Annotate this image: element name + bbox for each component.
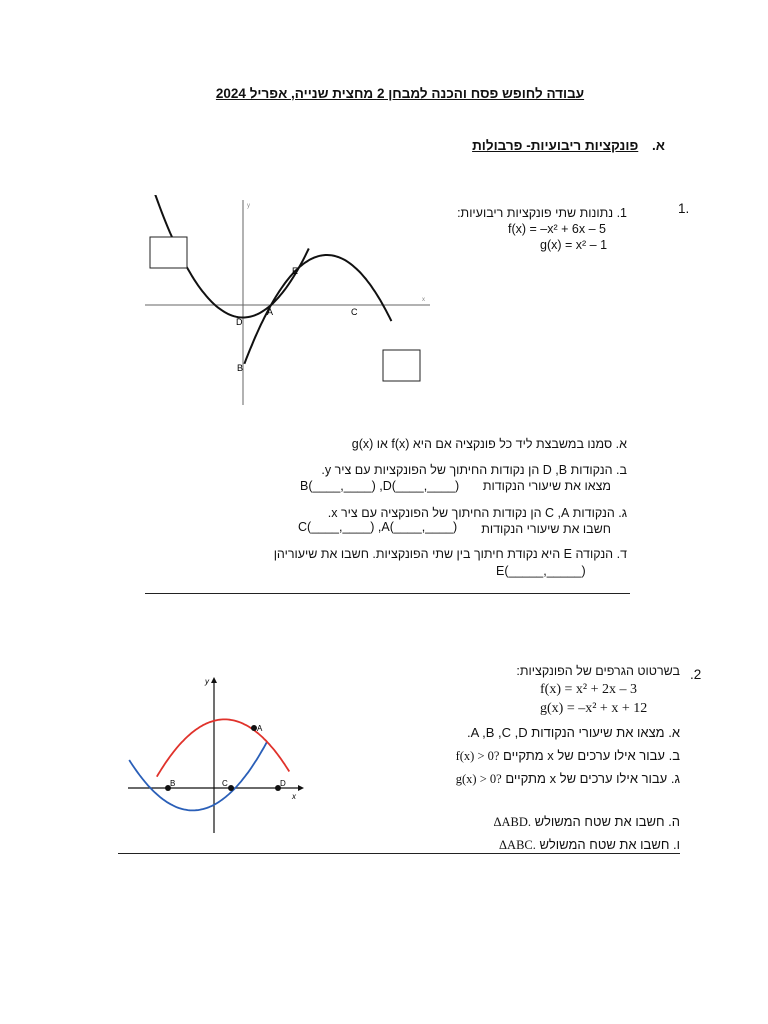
q2-y-axis-arrow	[211, 677, 217, 683]
q1-item-d-label: ד.	[616, 547, 627, 561]
q2-item-c-text: עבור אילו ערכים של x מתקיים	[505, 771, 668, 786]
q1-point-E-label: E	[292, 266, 299, 276]
section-title: פונקציות ריבועיות- פרבולות	[472, 138, 639, 153]
q1-x-axis-label: x	[422, 297, 425, 303]
q1-graph	[140, 195, 440, 410]
section-heading	[420, 138, 665, 153]
q2-point-B-label: B	[170, 779, 176, 788]
q1-intro-text: נתונות שתי פונקציות ריבועיות:	[457, 206, 614, 220]
q1-item-a	[352, 437, 627, 451]
q1-item-a-label: א.	[615, 437, 627, 451]
q1-outer-number: 1.	[678, 201, 690, 216]
q1-answer-box-left[interactable]	[150, 237, 187, 268]
q1-number: 1.	[616, 206, 627, 220]
q1-item-d-text: הנקודה E היא נקודת חיתוך בין שתי הפונקציות. חשבו את שיעוריהן	[273, 547, 614, 561]
q2-point-A-label: A	[257, 724, 263, 733]
q1-item-b-answer[interactable]: B(____,____) ,D(____,____)	[300, 479, 460, 493]
q2-item-e	[493, 814, 680, 830]
q2-item-f	[499, 837, 680, 853]
q2-item-a-text: מצאו את שיעורי הנקודות A ,B ,C ,D.	[466, 725, 665, 740]
q2-item-e-label: ה.	[668, 814, 680, 829]
q1-point-A-label: A	[267, 307, 274, 317]
q1-item-d	[274, 547, 627, 561]
q2-item-b-text: עבור אילו ערכים של x מתקיים	[503, 748, 665, 763]
q1-item-c	[328, 506, 627, 520]
q2-item-b	[456, 748, 680, 764]
q2-point-C	[228, 785, 234, 791]
q2-item-e-text: חשבו את שטח המשולש	[534, 814, 665, 829]
q1-point-D-label: D	[236, 317, 243, 327]
q1-intro	[457, 206, 627, 220]
q2-y-axis-label: y	[205, 677, 209, 686]
q2-x-axis-label: x	[292, 792, 296, 801]
q2-point-D-label: D	[280, 779, 286, 788]
q2-item-e-math: ΔABD.	[493, 815, 532, 829]
q2-divider	[118, 853, 680, 854]
q1-item-c-line2: חשבו את שיעורי הנקודות	[481, 522, 611, 536]
q1-y-axis-label: y	[247, 203, 250, 209]
q2-item-f-text: חשבו את שטח המשולש	[539, 837, 670, 852]
q1-point-B-label: B	[237, 363, 244, 373]
q2-point-C-label: C	[222, 779, 228, 788]
q1-item-c-label: ג.	[618, 506, 627, 520]
q2-item-b-math: f(x) > 0?	[455, 749, 500, 763]
q1-answer-box-right[interactable]	[383, 350, 420, 381]
q2-x-axis-arrow	[298, 785, 304, 791]
q1-divider	[145, 593, 630, 594]
q1-g-formula: g(x) = x² – 1	[540, 238, 608, 252]
q1-item-b-line2: מצאו את שיעורי הנקודות	[482, 479, 611, 493]
q1-point-C-label: C	[351, 307, 358, 317]
q2-item-f-label: ו.	[673, 837, 680, 852]
q2-g-parabola	[157, 719, 289, 776]
q1-item-d-answer[interactable]: E(_____,_____)	[496, 564, 586, 578]
q2-f-formula: f(x) = x² + 2x – 3	[540, 682, 637, 697]
q2-item-a-label: א.	[668, 725, 680, 740]
q1-f-formula: f(x) = –x² + 6x – 5	[508, 222, 606, 236]
q2-item-c	[456, 771, 680, 787]
page-title: עבודה לחופש פסח והכנה למבחן 2 מחצית שנייה, אפריל 2024	[215, 86, 585, 101]
q2-g-formula: g(x) = –x² + x + 12	[540, 701, 648, 716]
q1-item-b-text: הנקודות D ,B הן נקודות החיתוך של הפונקציות עם ציר y.	[321, 463, 613, 477]
q1-item-a-text: סמנו במשבצת ליד כל פונקציה אם היא f(x) או g(x)	[351, 437, 613, 451]
q2-intro: בשרטוט הגרפים של הפונקציות:	[516, 664, 680, 678]
q2-item-f-math: ΔABC.	[499, 838, 536, 852]
q2-item-c-math: g(x) > 0?	[455, 772, 502, 786]
q2-item-a	[467, 725, 680, 740]
section-label: א.	[652, 138, 665, 153]
q1-item-c-text: הנקודות C ,A הן נקודות החיתוך של הפונקציה עם ציר x.	[327, 506, 615, 520]
q2-f-parabola	[129, 742, 267, 811]
q1-item-b-label: ב.	[616, 463, 627, 477]
q2-number: .2	[690, 667, 702, 682]
q1-item-b	[321, 463, 627, 477]
q2-item-c-label: ג.	[670, 771, 680, 786]
q1-item-c-answer[interactable]: C(____,____) ,A(____,____)	[298, 520, 458, 534]
q2-item-b-label: ב.	[668, 748, 680, 763]
q2-graph	[120, 673, 310, 838]
